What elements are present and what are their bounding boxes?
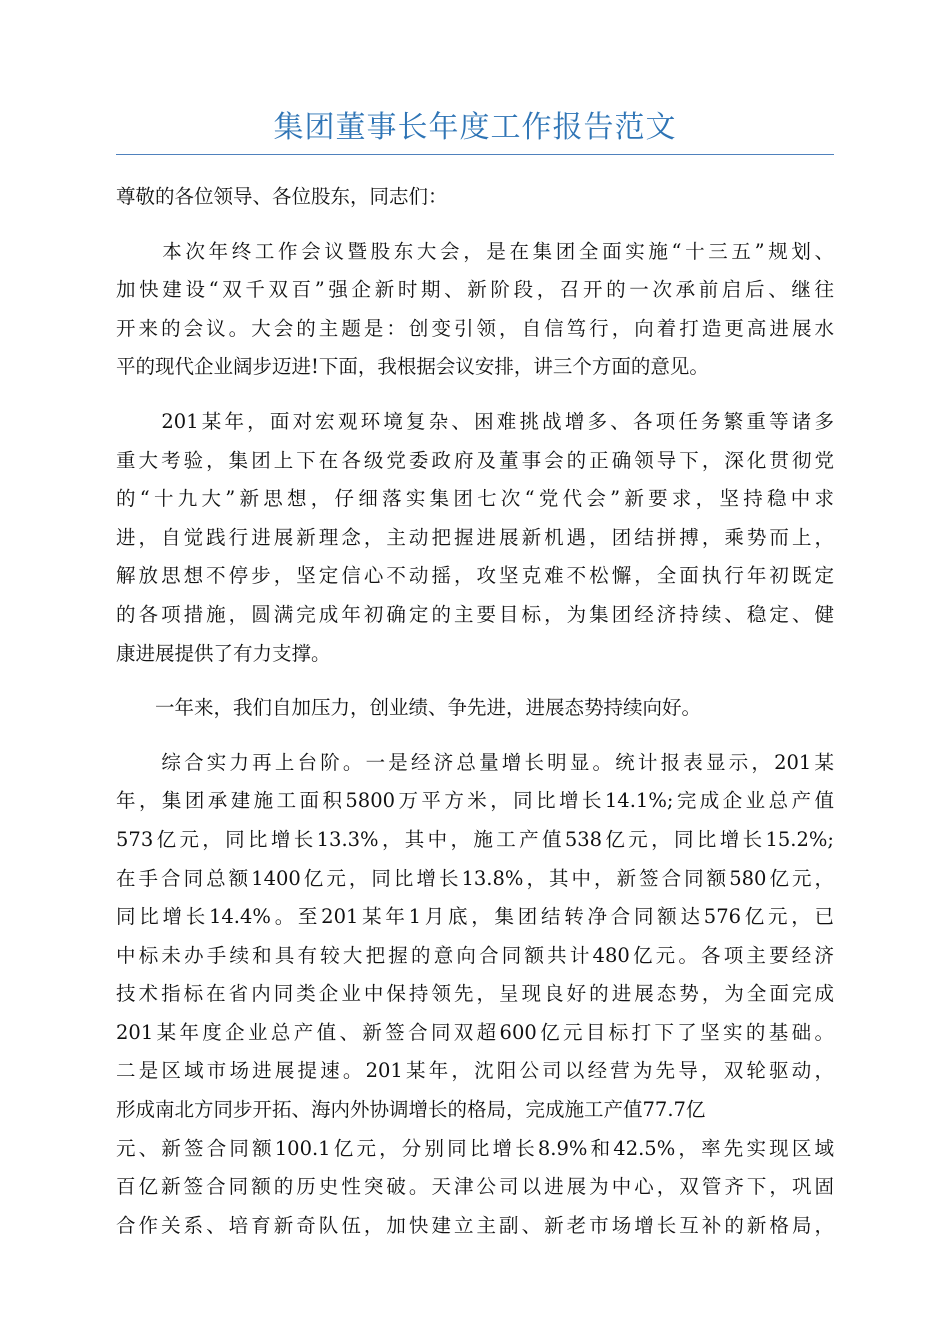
paragraph-3 bbox=[116, 689, 834, 728]
text-line: 在手合同总额1400亿元，同比增长13.8%，其中，新签合同额580亿元， bbox=[116, 866, 834, 890]
paragraph-1 bbox=[116, 233, 834, 387]
text-line: 平的现代企业阔步迈进!下面，我根据会议安排，讲三个方面的意见。 bbox=[116, 355, 709, 379]
text-line: 年，集团承建施工面积5800万平方米，同比增长14.1%;完成企业总产值 bbox=[116, 789, 834, 813]
paragraph-gap bbox=[116, 728, 834, 744]
text-line: 573亿元，同比增长13.3%，其中，施工产值538亿元，同比增长15.2%; bbox=[116, 827, 834, 851]
text-line: 百亿新签合同额的历史性突破。天津公司以进展为中心，双管齐下，巩固 bbox=[116, 1175, 834, 1199]
paragraph-gap bbox=[116, 387, 834, 403]
text-line: 本次年终工作会议暨股东大会，是在集团全面实施“十三五”规划、 bbox=[116, 239, 834, 263]
text-line: 二是区域市场进展提速。201某年，沈阳公司以经营为先导，双轮驱动， bbox=[116, 1059, 834, 1083]
text-line: 合作关系、培育新奇队伍，加快建立主副、新老市场增长互补的新格局， bbox=[116, 1213, 834, 1237]
paragraph-2 bbox=[116, 403, 834, 673]
text-line: 201某年，面对宏观环境复杂、困难挑战增多、各项任务繁重等诸多 bbox=[116, 409, 834, 433]
text-line: 综合实力再上台阶。一是经济总量增长明显。统计报表显示，201某 bbox=[116, 750, 834, 774]
text-line: 技术指标在省内同类企业中保持领先，呈现良好的进展态势，为全面完成 bbox=[116, 982, 834, 1006]
text-line: 中标未办手续和具有较大把握的意向合同额共计480亿元。各项主要经济 bbox=[116, 943, 834, 967]
paragraph-4 bbox=[116, 744, 834, 1246]
paragraph-gap bbox=[116, 673, 834, 689]
text-line: 加快建设“双千双百”强企新时期、新阶段，召开的一次承前启后、继往 bbox=[116, 278, 834, 302]
text-line: 一年来，我们自加压力，创业绩、争先进，进展态势持续向好。 bbox=[116, 696, 702, 720]
document-title: 集团董事长年度工作报告范文 bbox=[273, 110, 677, 145]
text-line: 重大考验，集团上下在各级党委政府及董事会的正确领导下，深化贯彻党 bbox=[116, 448, 834, 472]
text-line: 开来的会议。大会的主题是：创变引领，自信笃行，向着打造更高进展水 bbox=[116, 316, 834, 340]
text-line: 形成南北方同步开拓、海内外协调增长的格局，完成施工产值77.7亿 bbox=[116, 1098, 706, 1122]
text-line: 的“十九大”新思想，仔细落实集团七次“党代会”新要求，坚持稳中求 bbox=[116, 487, 834, 511]
text-line: 进，自觉践行进展新理念，主动把握进展新机遇，团结拼搏，乘势而上， bbox=[116, 525, 834, 549]
greeting-line: 尊敬的各位领导、各位股东，同志们： bbox=[116, 185, 448, 208]
document-body bbox=[116, 178, 834, 1245]
paragraph-gap bbox=[116, 217, 834, 233]
text-line: 同比增长14.4%。至201某年1月底，集团结转净合同额达576亿元，已 bbox=[116, 905, 834, 929]
title-underline bbox=[116, 154, 834, 155]
text-line: 的各项措施，圆满完成年初确定的主要目标，为集团经济持续、稳定、健 bbox=[116, 602, 834, 626]
text-line: 康进展提供了有力支撑。 bbox=[116, 641, 331, 665]
text-line: 元、新签合同额100.1亿元，分别同比增长8.9%和42.5%，率先实现区域 bbox=[116, 1136, 834, 1160]
text-line: 解放思想不停步，坚定信心不动摇，攻坚克难不松懈，全面执行年初既定 bbox=[116, 564, 834, 588]
text-line: 201某年度企业总产值、新签合同双超600亿元目标打下了坚实的基础。 bbox=[116, 1020, 834, 1044]
